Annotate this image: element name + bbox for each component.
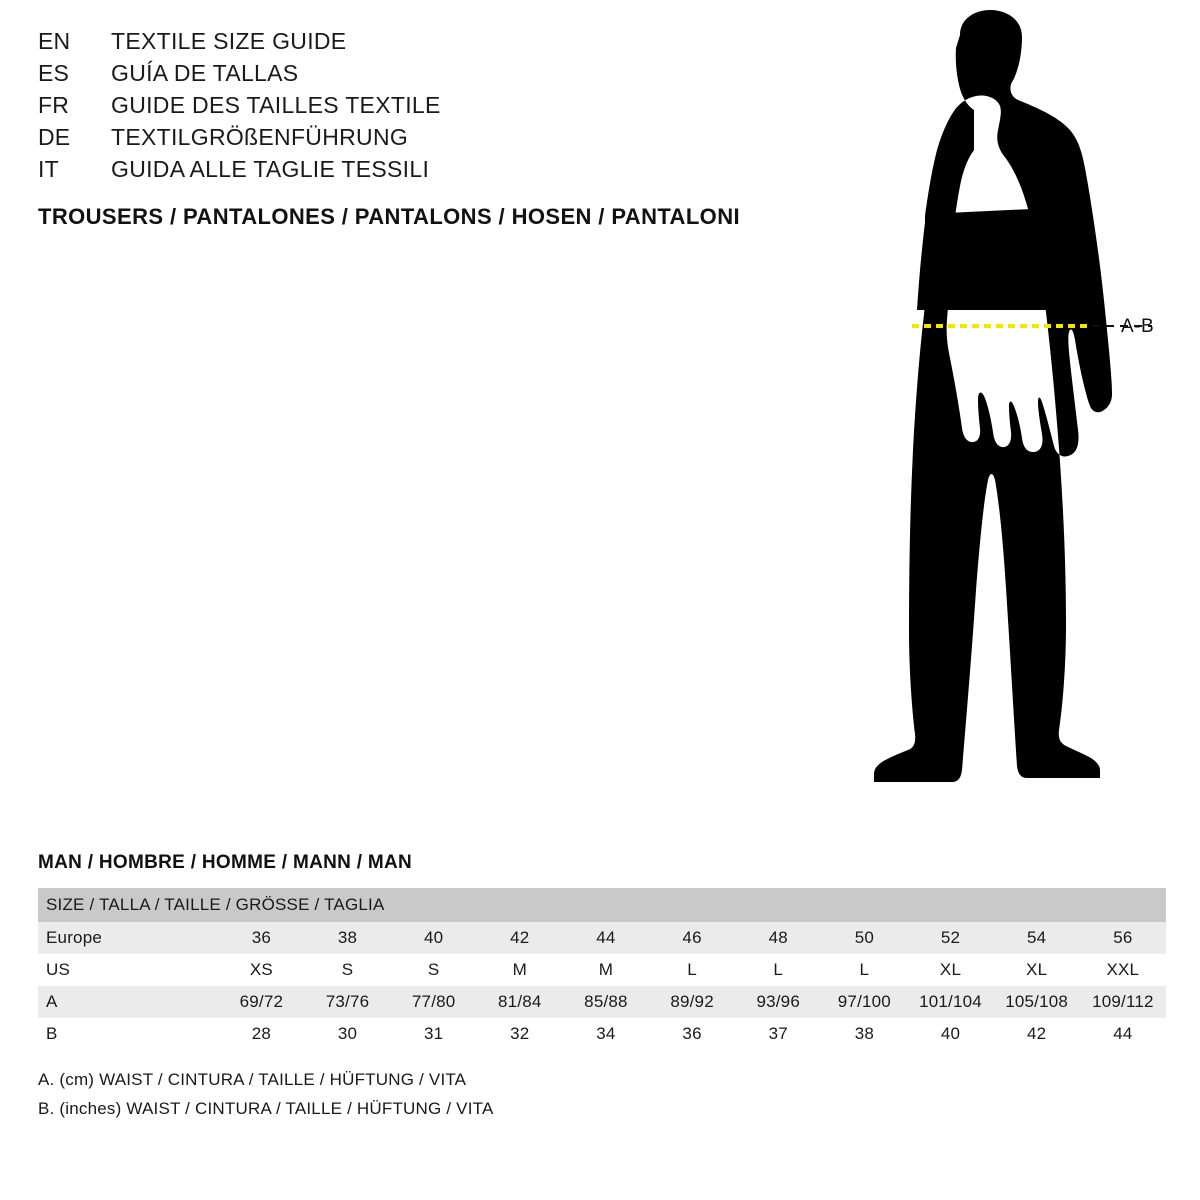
language-title: GUÍA DE TALLAS: [111, 60, 299, 86]
size-guide-header: [38, 28, 798, 230]
table-cell: 28: [218, 1018, 304, 1050]
table-body: [38, 922, 1166, 1050]
language-row: [38, 124, 798, 156]
note-line-a: A. (cm) WAIST / CINTURA / TAILLE / HÜFTUNG / VITA: [38, 1070, 467, 1089]
language-code: ES: [38, 60, 70, 86]
language-code: IT: [38, 156, 59, 182]
table-cell: 54: [994, 922, 1080, 954]
silhouette-svg: [800, 10, 1200, 800]
body-silhouette-shape: [874, 10, 1112, 782]
male-silhouette-figure: [800, 10, 1200, 800]
language-title: GUIDA ALLE TAGLIE TESSILI: [111, 156, 430, 182]
table-cell: 52: [907, 922, 993, 954]
table-cell: 44: [563, 922, 649, 954]
size-table: [38, 888, 1166, 1050]
table-cell: 97/100: [821, 986, 907, 1018]
table-cell: S: [304, 954, 390, 986]
table-cell: 69/72: [218, 986, 304, 1018]
size-table-section: [38, 852, 1166, 1128]
table-cell: L: [821, 954, 907, 986]
table-row: [38, 922, 1166, 954]
table-cell: 50: [821, 922, 907, 954]
language-code: DE: [38, 124, 71, 150]
table-cell: 85/88: [563, 986, 649, 1018]
table-cell: L: [649, 954, 735, 986]
table-row: [38, 1018, 1166, 1050]
table-cell: 44: [1080, 1018, 1166, 1050]
language-row: [38, 92, 798, 124]
note-line-b: B. (inches) WAIST / CINTURA / TAILLE / HÜFTUNG / VITA: [38, 1099, 494, 1118]
table-header: [38, 888, 1166, 922]
table-cell: 46: [649, 922, 735, 954]
table-cell: 105/108: [994, 986, 1080, 1018]
language-code: EN: [38, 28, 71, 54]
table-cell: 38: [821, 1018, 907, 1050]
row-label: Europe: [38, 922, 218, 954]
table-cell: 89/92: [649, 986, 735, 1018]
gender-title: MAN / HOMBRE / HOMME / MANN / MAN: [38, 852, 413, 873]
table-cell: L: [735, 954, 821, 986]
table-row: [38, 954, 1166, 986]
language-title: TEXTILE SIZE GUIDE: [111, 28, 347, 54]
table-cell: 81/84: [477, 986, 563, 1018]
table-cell: XL: [994, 954, 1080, 986]
language-row: [38, 60, 798, 92]
row-label: B: [38, 1018, 218, 1050]
table-cell: 42: [477, 922, 563, 954]
table-cell: 32: [477, 1018, 563, 1050]
table-cell: 93/96: [735, 986, 821, 1018]
table-cell: 36: [218, 922, 304, 954]
table-cell: 34: [563, 1018, 649, 1050]
row-label: A: [38, 986, 218, 1018]
language-title: TEXTILGRÖßENFÜHRUNG: [111, 124, 409, 150]
table-cell: 77/80: [391, 986, 477, 1018]
language-row: [38, 156, 798, 188]
measurement-notes: [38, 1070, 1166, 1119]
language-row: [38, 28, 798, 60]
table-cell: 31: [391, 1018, 477, 1050]
table-cell: M: [477, 954, 563, 986]
table-cell: 37: [735, 1018, 821, 1050]
table-cell: 109/112: [1080, 986, 1166, 1018]
row-label: US: [38, 954, 218, 986]
table-cell: 38: [304, 922, 390, 954]
size-header-cell: SIZE / TALLA / TAILLE / GRÖSSE / TAGLIA: [38, 888, 1166, 922]
garment-type-title: TROUSERS / PANTALONES / PANTALONS / HOSEN / PANTALONI: [38, 204, 740, 229]
table-cell: M: [563, 954, 649, 986]
table-cell: XL: [907, 954, 993, 986]
table-cell: 36: [649, 1018, 735, 1050]
table-header-row: [38, 888, 1166, 922]
table-cell: 42: [994, 1018, 1080, 1050]
measure-point-label: A-B: [1121, 316, 1155, 337]
table-cell: 56: [1080, 922, 1166, 954]
table-cell: 101/104: [907, 986, 993, 1018]
table-cell: 40: [907, 1018, 993, 1050]
table-cell: XXL: [1080, 954, 1166, 986]
table-cell: 48: [735, 922, 821, 954]
table-cell: XS: [218, 954, 304, 986]
language-code: FR: [38, 92, 70, 118]
table-cell: 40: [391, 922, 477, 954]
table-row: [38, 986, 1166, 1018]
language-title: GUIDE DES TAILLES TEXTILE: [111, 92, 441, 118]
table-cell: 30: [304, 1018, 390, 1050]
table-cell: 73/76: [304, 986, 390, 1018]
torso-mass-shape: [917, 208, 1065, 310]
table-cell: S: [391, 954, 477, 986]
